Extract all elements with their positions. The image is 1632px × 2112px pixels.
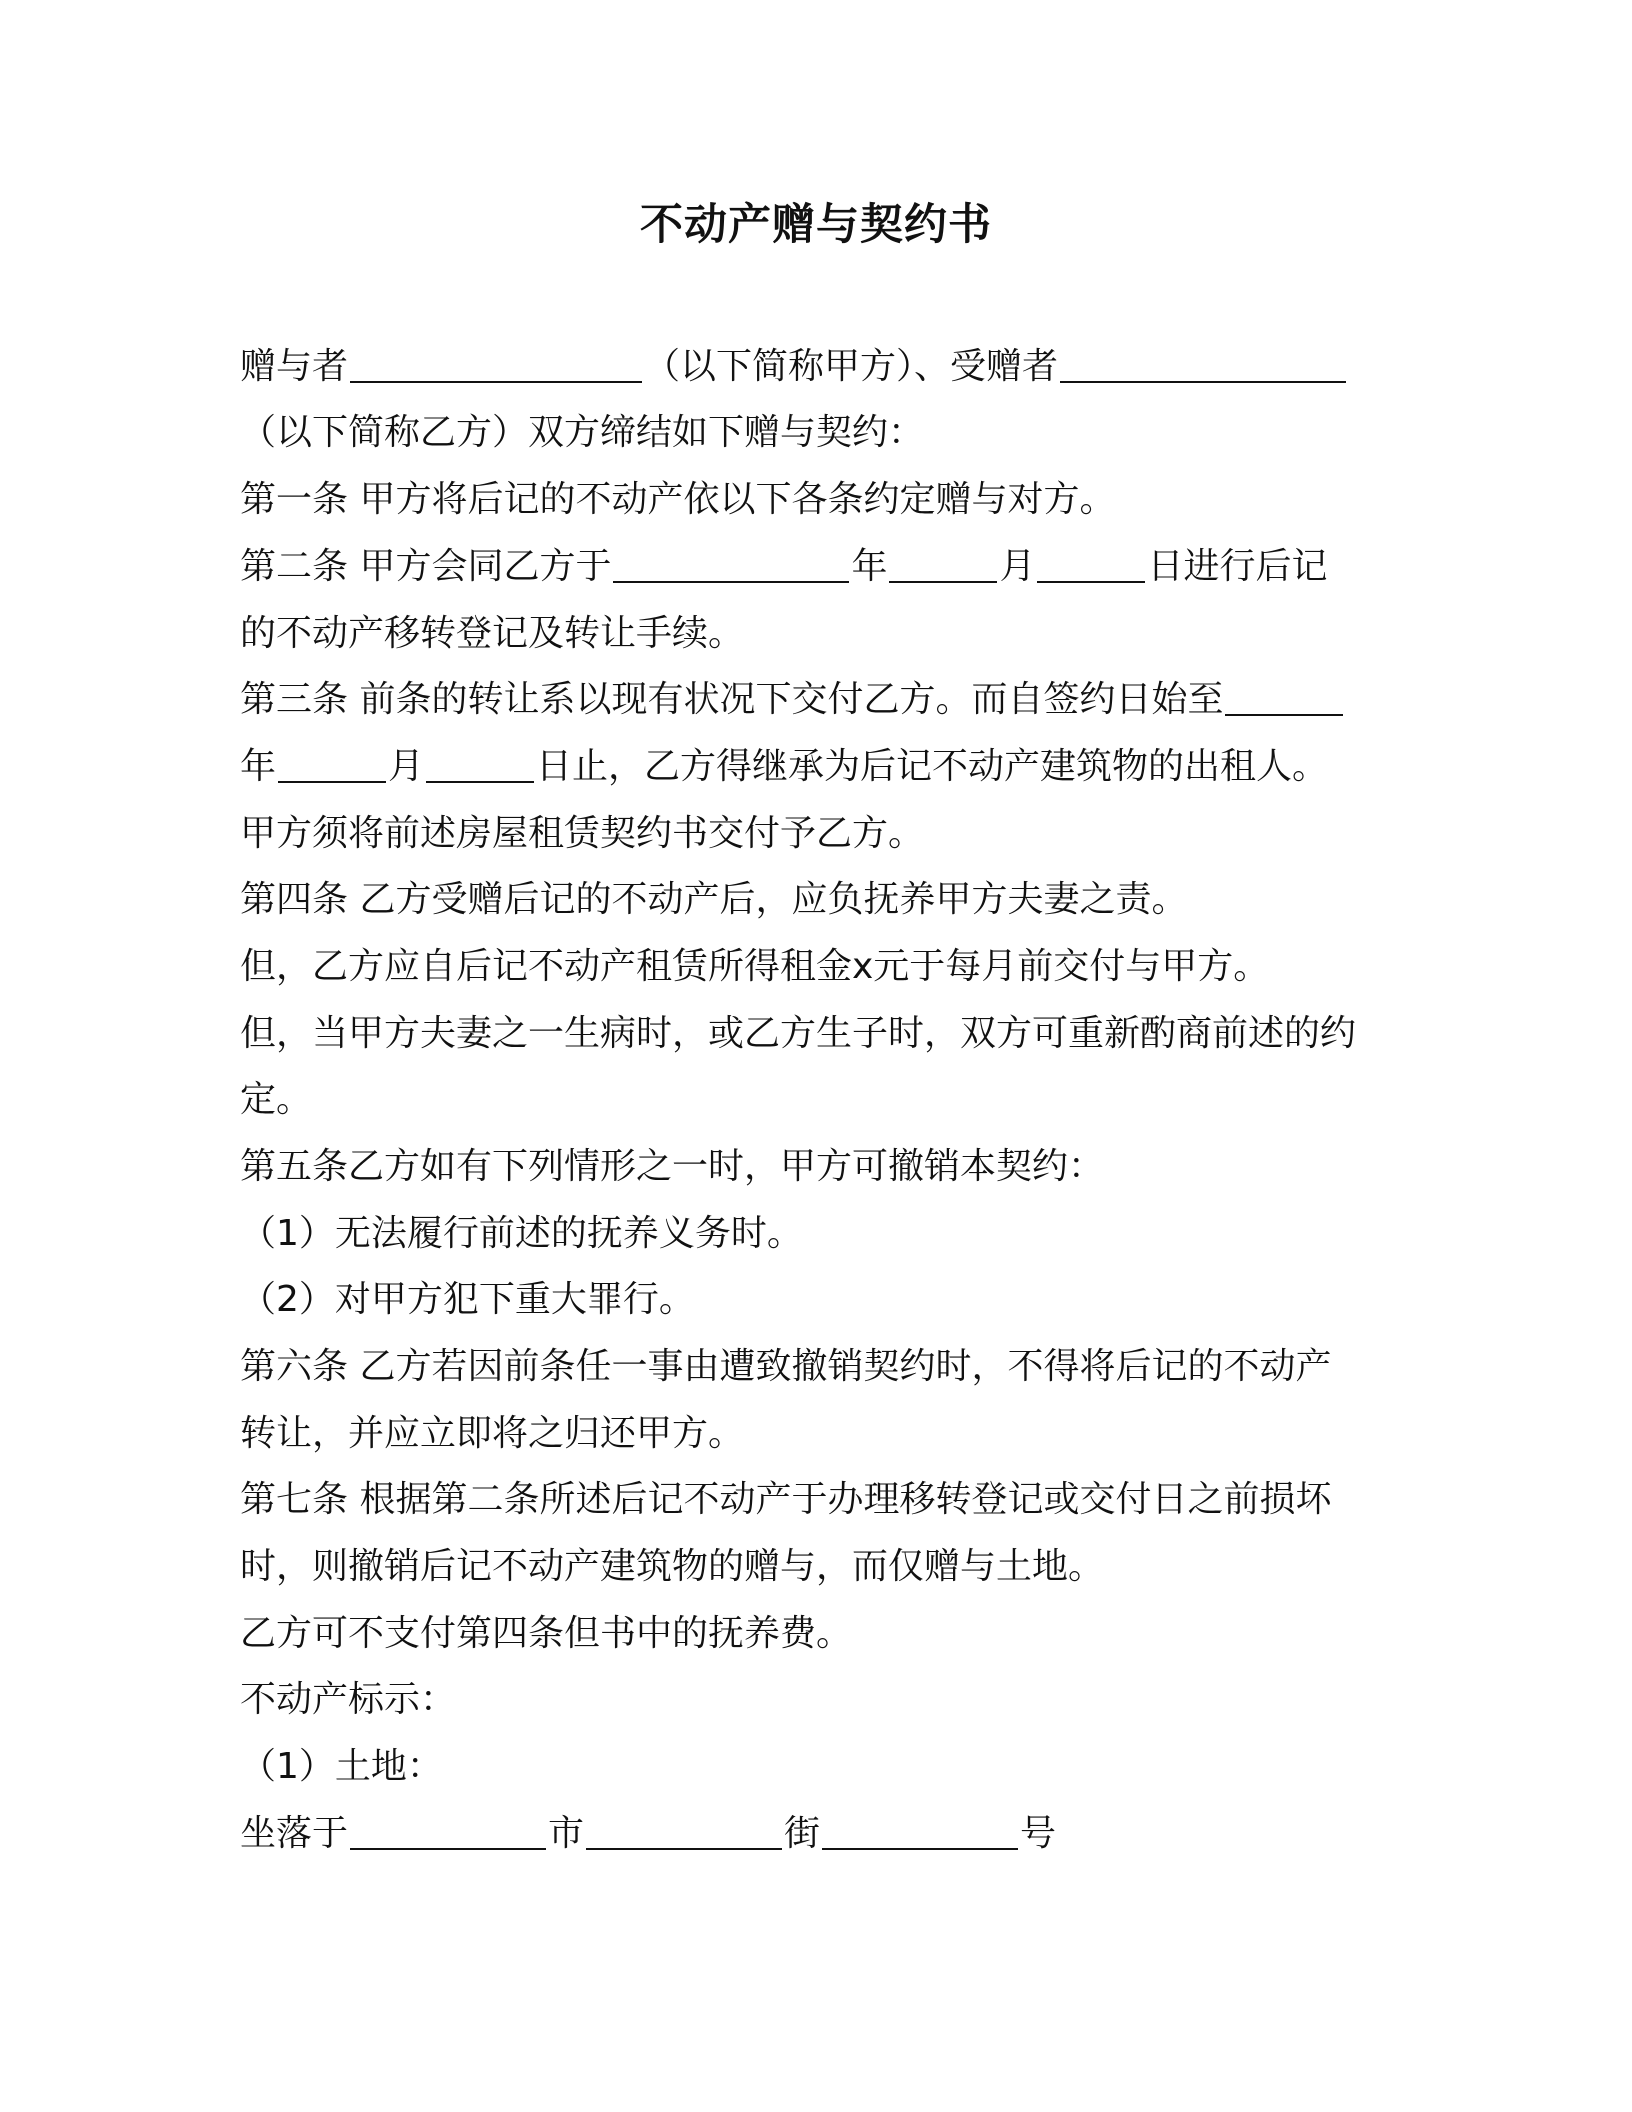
- month-blank[interactable]: [889, 537, 997, 583]
- line-8: 甲方须将前述房屋租赁契约书交付予乙方。: [240, 813, 925, 854]
- year-blank[interactable]: [613, 537, 849, 583]
- article-5: 第五条乙方如有下列情形之一时，甲方可撤销本契约：: [240, 1146, 1105, 1187]
- donor-label: 赠与者: [240, 346, 349, 387]
- article-1: 第一条 甲方将后记的不动产依以下各条约定赠与对方。: [240, 479, 1116, 520]
- donor-name-blank[interactable]: [350, 337, 642, 383]
- property-heading: 不动产标示：: [240, 1679, 457, 1720]
- article-2-tail: 日进行后记: [1147, 546, 1328, 587]
- article-5-item-1: （1）无法履行前述的抚养义务时。: [240, 1213, 803, 1254]
- end-month-blank[interactable]: [278, 737, 386, 783]
- article-5-item-2: （2）对甲方犯下重大罪行。: [240, 1279, 695, 1320]
- day-blank[interactable]: [1037, 537, 1145, 583]
- line-19: 时，则撤销后记不动产建筑物的赠与，而仅赠与土地。: [240, 1546, 1105, 1587]
- end-year-blank[interactable]: [1225, 670, 1343, 716]
- number-label: 号: [1020, 1813, 1057, 1854]
- street-blank[interactable]: [586, 1804, 782, 1850]
- article-4: 第四条 乙方受赠后记的不动产后，应负抚养甲方夫妻之责。: [240, 879, 1188, 920]
- article-3-text: 第三条 前条的转让系以现有状况下交付乙方。而自签约日始至: [240, 679, 1224, 720]
- article-6: 第六条 乙方若因前条任一事由遭致撤销契约时，不得将后记的不动产: [240, 1346, 1332, 1387]
- article-2-text: 第二条 甲方会同乙方于: [240, 546, 612, 587]
- year-label: 年: [851, 546, 888, 587]
- end-day-blank[interactable]: [426, 737, 534, 783]
- line-12: 定。: [240, 1079, 313, 1120]
- location-label: 坐落于: [240, 1813, 349, 1854]
- line-7: [240, 737, 1328, 797]
- line-17: 转让，并应立即将之归还甲方。: [240, 1413, 745, 1454]
- page-title: 不动产赠与契约书: [640, 200, 992, 250]
- line-20: 乙方可不支付第四条但书中的抚养费。: [240, 1613, 853, 1654]
- city-label: 市: [548, 1813, 585, 1854]
- line-parties: [240, 337, 1348, 397]
- line-7-tail: 日止，乙方得继承为后记不动产建筑物的出租人。: [536, 746, 1329, 787]
- line-2: （以下简称乙方）双方缔结如下赠与契约：: [240, 412, 925, 453]
- article-2-line: [240, 537, 1328, 597]
- donee-label: （以下简称甲方）、受赠者: [644, 346, 1059, 387]
- end-year-label: 年: [240, 746, 277, 787]
- number-blank[interactable]: [822, 1804, 1018, 1850]
- month-label: 月: [999, 546, 1036, 587]
- donee-name-blank[interactable]: [1060, 337, 1346, 383]
- land-heading: （1）土地：: [240, 1746, 443, 1787]
- line-10: 但，乙方应自后记不动产租赁所得租金x元于每月前交付与甲方。: [240, 946, 1270, 987]
- location-line: [240, 1804, 1056, 1864]
- city-blank[interactable]: [350, 1804, 546, 1850]
- line-5: 的不动产移转登记及转让手续。: [240, 613, 745, 654]
- article-3-line: [240, 670, 1345, 730]
- article-7: 第七条 根据第二条所述后记不动产于办理移转登记或交付日之前损坏: [240, 1479, 1332, 1520]
- line-11: 但，当甲方夫妻之一生病时，或乙方生子时，双方可重新酌商前述的约: [240, 1013, 1357, 1054]
- end-month-label: 月: [388, 746, 425, 787]
- street-label: 街: [784, 1813, 821, 1854]
